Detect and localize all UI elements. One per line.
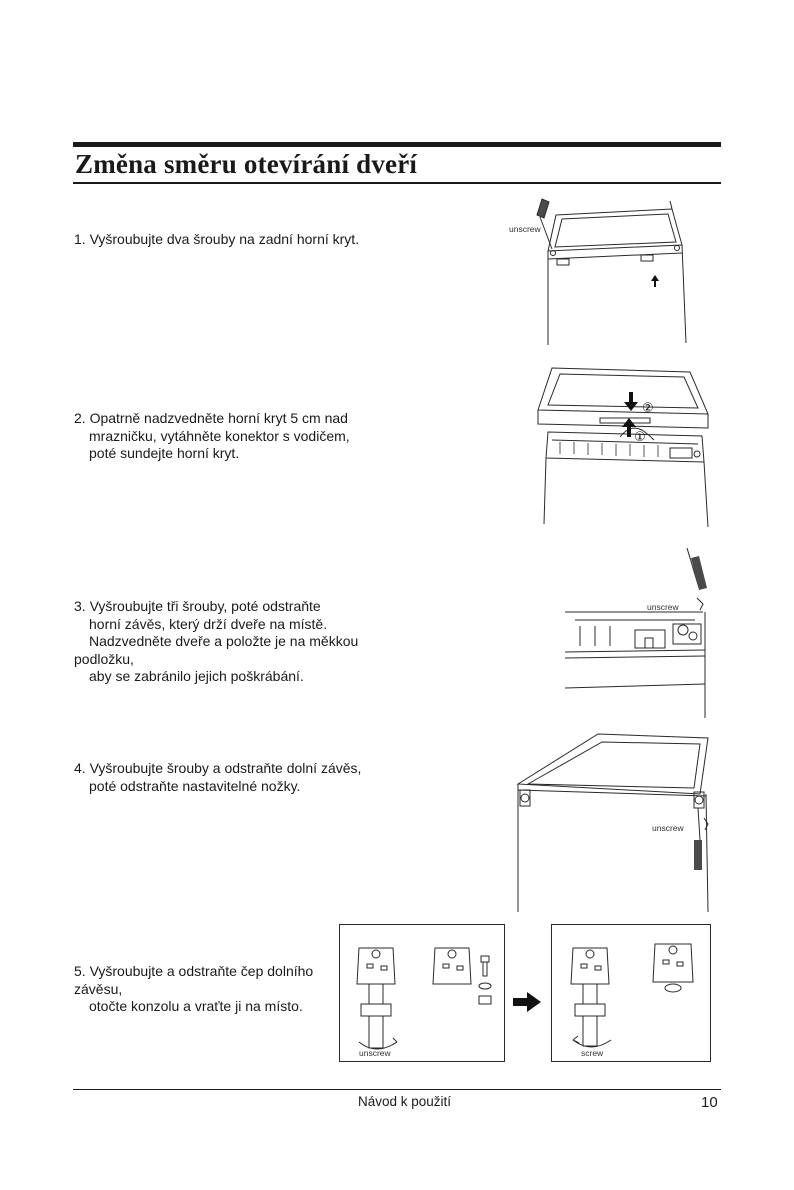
fig2-callout-2: ② <box>642 401 654 416</box>
title-bottom-rule <box>73 182 721 184</box>
fig4-unscrew-label: unscrew <box>652 823 684 833</box>
step-4-line-2: poté odstraňte nastavitelné nožky. <box>89 777 301 794</box>
fig5-screw-label: screw <box>581 1048 604 1058</box>
figure-lift-top-cover <box>530 362 720 530</box>
step-2-line-1: 2. Opatrně nadzvedněte horní kryt 5 cm nad <box>74 410 348 426</box>
step-2-line-3: poté sundejte horní kryt. <box>89 445 240 461</box>
step-5-line-2: závěsu, <box>74 980 123 997</box>
title-top-rule <box>73 142 721 147</box>
step-4-line-1: 4. Vyšroubujte šrouby a odstraňte dolní závěs, <box>74 760 362 776</box>
right-arrow-icon <box>513 992 541 1012</box>
step-5 <box>74 963 313 1016</box>
figure-remove-lower-hinge <box>510 730 715 915</box>
step-3-line-3: Nadzvedněte dveře a položte je na měkkou <box>89 633 359 649</box>
step-3-line-5: aby se zabránilo jejich poškrábání. <box>89 668 304 684</box>
step-2-line-2: mrazničku, vytáhněte konektor s vodičem, <box>89 427 350 444</box>
fig2-callout-1: ① <box>634 430 646 445</box>
figure-screw-hinge-back <box>551 924 711 1062</box>
step-3-line-4: podložku, <box>74 650 134 667</box>
step-2 <box>74 410 350 463</box>
step-4 <box>74 760 361 795</box>
step-3-line-2: horní závěs, který drží dveře na místě. <box>89 615 328 632</box>
figure-remove-upper-hinge <box>565 540 715 720</box>
footer-text: Návod k použití <box>358 1094 452 1109</box>
figure-remove-top-cover-screws <box>500 193 700 353</box>
fig1-unscrew-label: unscrew <box>509 224 541 234</box>
step-5-line-3: otočte konzolu a vraťte ji na místo. <box>89 998 303 1014</box>
step-5-line-1: 5. Vyšroubujte a odstraňte čep dolního <box>74 963 314 979</box>
step-1-line-1: 1. Vyšroubujte dva šrouby na zadní horní kryt. <box>74 231 360 247</box>
step-1 <box>74 231 359 249</box>
figure-unscrew-hinge-pin <box>339 924 505 1062</box>
step-3-line-1: 3. Vyšroubujte tři šrouby, poté odstraňte <box>74 598 321 614</box>
page-title: Změna směru otevírání dveří <box>75 149 418 179</box>
step-3 <box>74 598 358 686</box>
footer-rule <box>73 1089 721 1090</box>
page-number: 10 <box>701 1094 718 1111</box>
fig3-unscrew-label: unscrew <box>647 602 679 612</box>
fig5-unscrew-label: unscrew <box>359 1048 391 1058</box>
